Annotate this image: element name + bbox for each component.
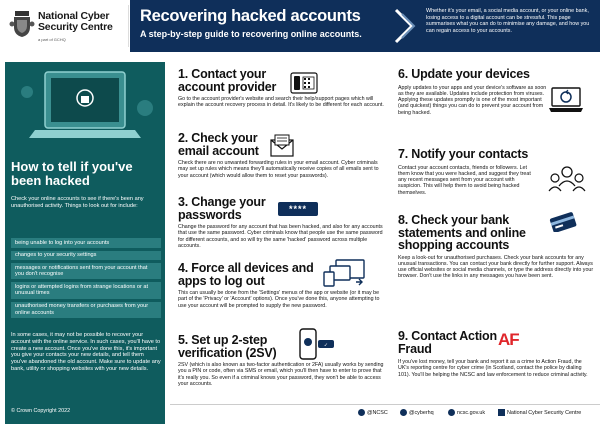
step-8-body: Keep a look-out for unauthorised purchases. Check your bank accounts for any unusual transactions. You can contact your bank directly for further support. Always use official websites or social media channels, or type the address directly into your browser. Don't use the links in any messages you have been sent. [398, 254, 594, 280]
title-banner [130, 0, 392, 52]
step-3 [178, 196, 388, 249]
step-6-title: 6. Update your devices [398, 67, 530, 81]
phone-2sv-icon [296, 328, 336, 362]
logo-sub: a part of GCHQ [38, 37, 66, 42]
intro-text: Whether it's your email, a social media account, or your online bank, losing access to a digital account can be stressful. This page summarises what you can do to minimise any damage, and how you can regain access to your accounts. [420, 0, 600, 52]
laptop-illustration-icon [5, 62, 165, 157]
devices-icon [322, 258, 368, 288]
chevron-icon [392, 0, 420, 52]
action-fraud-logo-icon: AF [498, 330, 519, 349]
left-outro: In some cases, it may not be possible to recover your account with the online service. In such cases, you'll have to create a new account. Once you've done this, it's important you give your contacts your new details, and tell them you've abandoned the old account. Make sure to update any bank, utility or shopping websites with your new details. [11, 332, 161, 372]
step-3-body: Change the password for any account that has been hacked, and also for any accounts that use the same password. Cyber criminals know that people use the same password for different accounts, and so will try the same 'hacked' password across multiple accounts. [178, 224, 383, 249]
twitter-handle: @NCSC [367, 409, 388, 416]
website-link[interactable] [448, 409, 485, 416]
list-item: changes to your security settings [11, 251, 161, 261]
twitter-icon [358, 409, 365, 416]
password-field-icon: **** [278, 202, 318, 216]
step-4-body: This can usually be done from the 'Settings' menus of the app or website (or it may be part of the 'Privacy' or 'Account' options). Once you've done this, anyone attempting to use your account will be prompted to supply the new password. [178, 290, 380, 309]
step-4-title: 4. Force all devices and apps to log out [178, 261, 314, 288]
instagram-link[interactable] [400, 409, 434, 416]
chevron-decoration [392, 0, 420, 52]
hacked-signs-list [11, 238, 161, 321]
step-3-title: 3. Change your passwords [178, 195, 266, 222]
contacts-icon [548, 164, 586, 194]
svg-text:✓: ✓ [323, 342, 329, 349]
footer [170, 404, 600, 420]
instagram-handle: @cyberhq [409, 409, 434, 416]
step-7-title: 7. Notify your contacts [398, 147, 529, 161]
linkedin-name: National Cyber Security Centre [507, 409, 582, 416]
step-5-title: 5. Set up 2-step verification (2SV) [178, 333, 277, 360]
list-item: unauthorised money transfers or purchases from your online accounts [11, 302, 161, 318]
linkedin-icon [498, 409, 505, 416]
page-title: Recovering hacked accounts [140, 7, 361, 25]
step-7-body: Contact your account contacts, friends or followers. Let them know that you were hacked, and suggest they treat any recent messages sent from your account with suspicion. This will help them to avoid being hacked themselves. [398, 164, 531, 196]
twitter-link[interactable] [358, 409, 388, 416]
ncsc-logo[interactable] [5, 5, 129, 47]
step-4 [178, 262, 388, 309]
website-url: ncsc.gov.uk [457, 409, 486, 416]
logo-text [38, 11, 113, 33]
step-9 [398, 330, 594, 378]
step-9-title: 9. Contact Action Fraud [398, 329, 497, 356]
left-intro: Check your online accounts to see if there's been any unauthorised activity. Things to look out for include: [11, 196, 144, 209]
step-8-title: 8. Check your bank statements and online shopping accounts [398, 213, 526, 252]
step-5-body: 2SV (which is also known as two-factor authentication or 2FA) usually works by sending you a PIN or code, often via SMS or email, which you'll then have to enter to prove that it's really you. So even if a criminal knows your password, they won't be able to access your accounts. [178, 362, 384, 387]
instagram-icon [400, 409, 407, 416]
logo-line1: National Cyber [38, 10, 110, 22]
step-2-body: Check there are no unwanted forwarding rules in your email account. Cyber criminals may set up rules which means they'll automatically receive copies of all emails sent to your account (which would allow them to reset your passwords). [178, 160, 379, 179]
list-item: being unable to log into your accounts [11, 238, 161, 248]
step-7 [398, 148, 594, 196]
step-8 [398, 214, 594, 280]
step-6 [398, 68, 594, 116]
logo-line2: Security Centre [38, 21, 113, 33]
crest-icon [9, 9, 35, 39]
laptop-update-icon [548, 86, 584, 114]
step-9-body: If you've lost money, tell your bank and report it as a crime to Action Fraud, the UK's reporting centre for cyber crime (in Scotland, contact the police by dialing 101). You'll be helping the NCSC and law enforcement to reduce criminal activity. [398, 359, 588, 378]
step-1-title: 1. Contact your account provider [178, 67, 277, 94]
globe-icon [448, 409, 455, 416]
left-panel [5, 62, 165, 424]
step-2 [178, 132, 388, 179]
phone-icon [290, 72, 318, 94]
list-item: messages or notifications sent from your account that you don't recognise [11, 263, 161, 279]
step-1 [178, 68, 388, 109]
step-6-body: Apply updates to your apps and your device's software as soon as they are available. Updates include protection from viruses. Applying these updates promptly is one of the most important (and quickest) things you can do to prevent your account from being hacked. [398, 84, 547, 116]
linkedin-link[interactable] [498, 409, 581, 416]
step-1-body: Go to the account provider's website and search their help/support pages which will explain the account recovery process in detail. It's likely to be different for each account. [178, 96, 384, 109]
left-title: How to tell if you've been hacked [11, 159, 133, 188]
page-subtitle: A step-by-step guide to recovering online accounts. [140, 29, 362, 39]
step-5 [178, 334, 388, 387]
email-icon [270, 134, 296, 158]
list-item: logins or attempted logins from strange locations or at unusual times [11, 282, 161, 298]
header [0, 0, 600, 52]
bank-card-icon [548, 212, 578, 232]
copyright: © Crown Copyright 2022 [11, 408, 71, 414]
step-2-title: 2. Check your email account [178, 131, 259, 158]
